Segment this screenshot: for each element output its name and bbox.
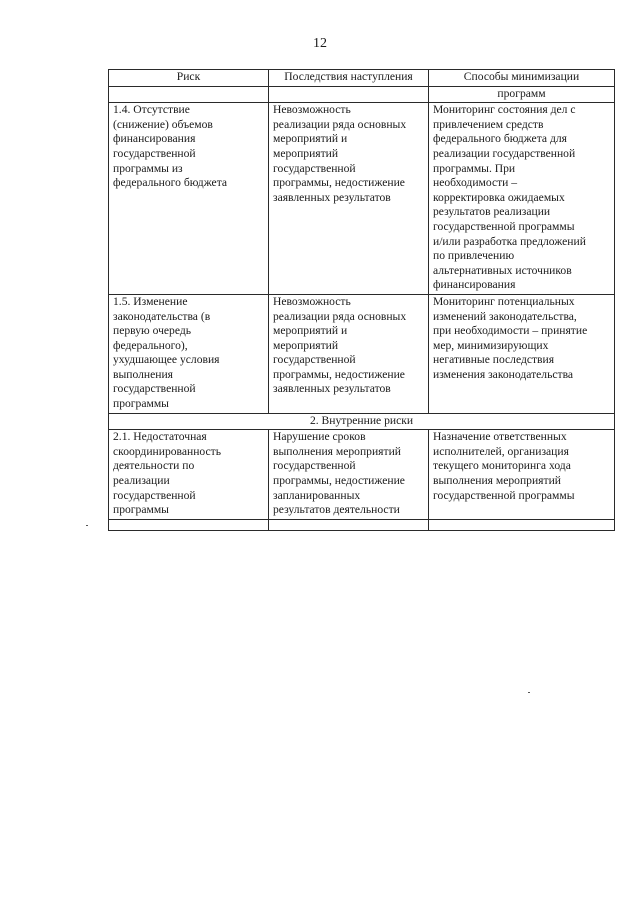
consequences-cell [269, 294, 429, 413]
header-risk-cont [109, 86, 269, 103]
table-row [109, 430, 615, 520]
spacer-cell [429, 519, 615, 530]
consequences-text: Невозможность реализации ряда основных мероприятий и мероприятий государственной программы, недостижение заявленных результатов [273, 103, 407, 204]
risk-text: 1.5. Изменение законодательства (в первую очередь федерального), ухудшающее условия выполнения государственной программы [113, 294, 220, 411]
risk-text: 1.4. Отсутствие (снижение) объемов финансирования государственной программы из федерального бюджета [113, 103, 228, 190]
mitigation-text: Мониторинг состояния дел с привлечением средств федерального бюджета для реализации государственной программы. При необходимости – корректировка ожидаемых результатов реализации государственной программы и/или разработка предложений по привлечению альтернативных источников финансирования [433, 103, 586, 292]
consequences-text: Невозможность реализации ряда основных мероприятий и мероприятий государственной программы, недостижение заявленных результатов [273, 294, 407, 396]
header-consequences: Последствия наступления [269, 70, 429, 87]
table-header-continuation-row [109, 86, 615, 103]
risk-cell [109, 430, 269, 520]
mitigation-cell [429, 103, 615, 295]
mitigation-cell [429, 430, 615, 520]
header-risk: Риск [109, 70, 269, 87]
risk-text: 2.1. Недостаточная скоординированность деятельности по реализации государственной программы [113, 430, 221, 517]
table-header-row [109, 70, 615, 87]
table-row [109, 294, 615, 413]
spacer-cell [109, 519, 269, 530]
mitigation-text: Мониторинг потенциальных изменений законодательства, при необходимости – принятие мер, минимизирующих негативные последствия изменения законодательства [433, 294, 588, 381]
consequences-cell [269, 103, 429, 295]
risk-table [108, 69, 615, 531]
page-number: 12 [313, 36, 327, 51]
header-consequences-cont [269, 86, 429, 103]
scan-speck [528, 692, 530, 693]
header-mitigation-cont: программ [429, 86, 615, 103]
mitigation-text: Назначение ответственных исполнителей, организация текущего мониторинга хода выполнения мероприятий государственной программы [433, 430, 575, 502]
table-bottom-spacer [109, 519, 615, 530]
section-title: 2. Внутренние риски [109, 413, 615, 430]
risk-cell [109, 294, 269, 413]
table-row [109, 103, 615, 295]
risk-cell [109, 103, 269, 295]
mitigation-cell [429, 294, 615, 413]
consequences-cell [269, 430, 429, 520]
consequences-text: Нарушение сроков выполнения мероприятий государственной программы, недостижение запланированных результатов деятельности [273, 430, 405, 517]
header-mitigation: Способы минимизации [429, 70, 615, 87]
scan-speck [86, 525, 88, 526]
spacer-cell [269, 519, 429, 530]
section-header-row [109, 413, 615, 430]
